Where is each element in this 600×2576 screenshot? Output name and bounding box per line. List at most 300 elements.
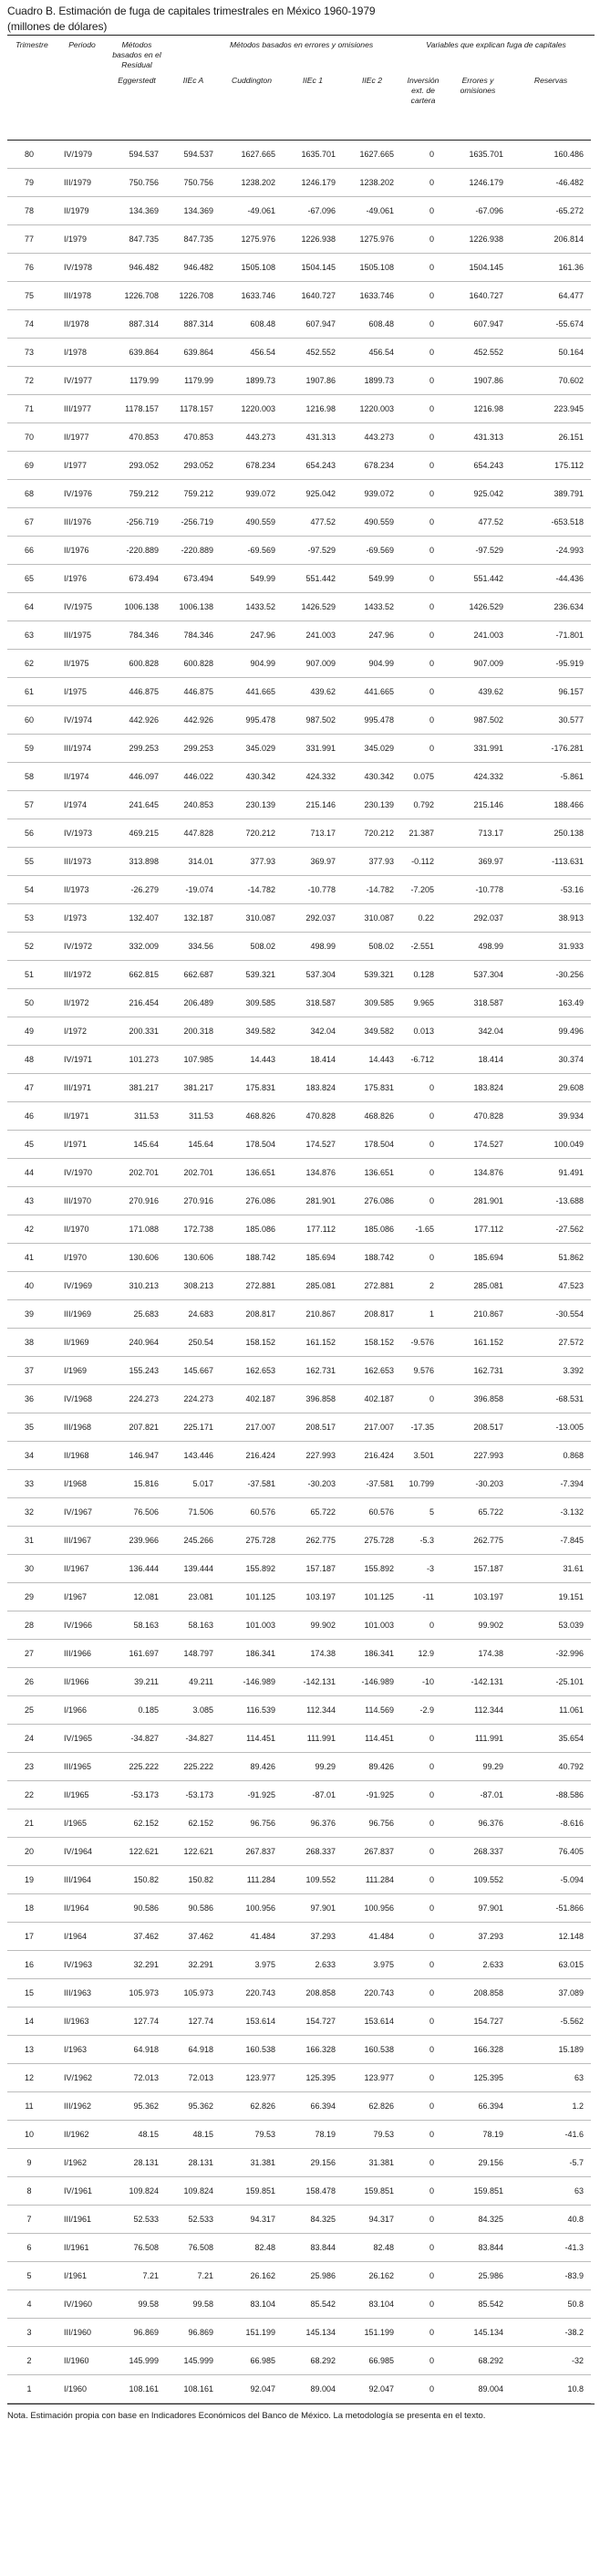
- cell-iiec-1: 1907.86: [283, 367, 343, 395]
- cell-reservas: 10.8: [511, 2375, 591, 2404]
- cell-eggerstedt: 52.533: [108, 2206, 166, 2234]
- cell-periodo: II/1963: [57, 2008, 108, 2036]
- cell-errores: 166.328: [445, 2036, 511, 2064]
- cell-eggerstedt: 132.407: [108, 904, 166, 933]
- cell-errores: 154.727: [445, 2008, 511, 2036]
- cell-cuddington: 349.582: [221, 1017, 283, 1046]
- cell-errores: 85.542: [445, 2290, 511, 2319]
- cell-periodo: I/1963: [57, 2036, 108, 2064]
- cell-trimestre: 37: [7, 1357, 57, 1385]
- cell-trimestre: 60: [7, 706, 57, 735]
- cell-errores: 83.844: [445, 2234, 511, 2262]
- cell-errores: 551.442: [445, 565, 511, 593]
- cell-iiec-a: 132.187: [166, 904, 221, 933]
- cell-errores: 103.197: [445, 1583, 511, 1611]
- cell-iiec-1: 1426.529: [283, 593, 343, 621]
- cell-reservas: -53.16: [511, 876, 591, 904]
- cell-iiec-1: 161.152: [283, 1329, 343, 1357]
- cell-iiec-2: 60.576: [343, 1498, 401, 1527]
- cell-iiec-2: 345.029: [343, 735, 401, 763]
- table-row: [7, 819, 591, 848]
- cell-eggerstedt: 750.756: [108, 169, 166, 197]
- cell-iiec-a: 314.01: [166, 848, 221, 876]
- cell-eggerstedt: 62.152: [108, 1809, 166, 1838]
- table-row: [7, 1442, 591, 1470]
- cell-inversion: -3: [401, 1555, 445, 1583]
- cell-eggerstedt: 161.697: [108, 1640, 166, 1668]
- cell-iiec-1: 185.694: [283, 1244, 343, 1272]
- cell-errores: 452.552: [445, 339, 511, 367]
- cell-reservas: 37.089: [511, 1979, 591, 2008]
- cell-iiec-1: 318.587: [283, 989, 343, 1017]
- cell-reservas: -13.005: [511, 1413, 591, 1442]
- cell-iiec-2: 549.99: [343, 565, 401, 593]
- cell-eggerstedt: 95.362: [108, 2092, 166, 2121]
- cell-iiec-1: -10.778: [283, 876, 343, 904]
- cell-inversion: 9.965: [401, 989, 445, 1017]
- cell-errores: -30.203: [445, 1470, 511, 1498]
- cell-errores: 97.901: [445, 1894, 511, 1923]
- cell-inversion: 0: [401, 310, 445, 339]
- cell-iiec-2: 153.614: [343, 2008, 401, 2036]
- cell-errores: 498.99: [445, 933, 511, 961]
- table-row: [7, 169, 591, 197]
- cell-iiec-1: 84.325: [283, 2206, 343, 2234]
- cell-iiec-a: 58.163: [166, 1611, 221, 1640]
- cell-iiec-a: 134.369: [166, 197, 221, 225]
- cell-iiec-a: 784.346: [166, 621, 221, 650]
- cell-iiec-1: 25.986: [283, 2262, 343, 2290]
- cell-iiec-2: 114.451: [343, 1725, 401, 1753]
- cell-reservas: -51.866: [511, 1894, 591, 1923]
- cell-iiec-1: 2.633: [283, 1951, 343, 1979]
- cell-inversion: 21.387: [401, 819, 445, 848]
- cell-iiec-a: 37.462: [166, 1923, 221, 1951]
- cell-iiec-2: 220.743: [343, 1979, 401, 2008]
- cell-errores: 987.502: [445, 706, 511, 735]
- header-cuddington: Cuddington: [232, 76, 272, 85]
- cell-trimestre: 22: [7, 1781, 57, 1809]
- cell-iiec-2: 402.187: [343, 1385, 401, 1413]
- cell-errores: 537.304: [445, 961, 511, 989]
- cell-cuddington: 175.831: [221, 1074, 283, 1102]
- cell-iiec-a: 23.081: [166, 1583, 221, 1611]
- table-row: [7, 367, 591, 395]
- cell-periodo: IV/1963: [57, 1951, 108, 1979]
- cell-iiec-1: 1635.701: [283, 141, 343, 169]
- cell-inversion: 0.075: [401, 763, 445, 791]
- cell-reservas: 3.392: [511, 1357, 591, 1385]
- cell-cuddington: 79.53: [221, 2121, 283, 2149]
- cell-iiec-2: 178.504: [343, 1131, 401, 1159]
- cell-inversion: 0: [401, 735, 445, 763]
- cell-periodo: II/1971: [57, 1102, 108, 1131]
- cell-iiec-1: 1246.179: [283, 169, 343, 197]
- cell-eggerstedt: 1179.99: [108, 367, 166, 395]
- cell-iiec-2: 539.321: [343, 961, 401, 989]
- cell-iiec-1: 208.858: [283, 1979, 343, 2008]
- cell-errores: 1635.701: [445, 141, 511, 169]
- cell-iiec-2: 14.443: [343, 1046, 401, 1074]
- cell-iiec-a: 750.756: [166, 169, 221, 197]
- cell-trimestre: 21: [7, 1809, 57, 1838]
- cell-errores: 185.694: [445, 1244, 511, 1272]
- cell-cuddington: 402.187: [221, 1385, 283, 1413]
- cell-periodo: I/1962: [57, 2149, 108, 2177]
- cell-periodo: II/1965: [57, 1781, 108, 1809]
- table-row: [7, 423, 591, 452]
- cell-reservas: 0.868: [511, 1442, 591, 1470]
- cell-cuddington: 275.728: [221, 1527, 283, 1555]
- cell-iiec-1: 210.867: [283, 1300, 343, 1329]
- cell-errores: 111.991: [445, 1725, 511, 1753]
- cell-trimestre: 26: [7, 1668, 57, 1696]
- cell-eggerstedt: 239.966: [108, 1527, 166, 1555]
- cell-trimestre: 40: [7, 1272, 57, 1300]
- cell-iiec-2: 1627.665: [343, 141, 401, 169]
- cell-iiec-a: 662.687: [166, 961, 221, 989]
- cell-reservas: 35.654: [511, 1725, 591, 1753]
- cell-cuddington: 720.212: [221, 819, 283, 848]
- cell-iiec-a: 1178.157: [166, 395, 221, 423]
- cell-eggerstedt: 946.482: [108, 254, 166, 282]
- cell-reservas: -653.518: [511, 508, 591, 537]
- cell-errores: -97.529: [445, 537, 511, 565]
- cell-iiec-2: 490.559: [343, 508, 401, 537]
- cell-eggerstedt: 200.331: [108, 1017, 166, 1046]
- cell-reservas: 31.933: [511, 933, 591, 961]
- cell-inversion: 0: [401, 452, 445, 480]
- cell-iiec-2: 62.826: [343, 2092, 401, 2121]
- cell-eggerstedt: -53.173: [108, 1781, 166, 1809]
- table-row: [7, 395, 591, 423]
- cell-iiec-2: 186.341: [343, 1640, 401, 1668]
- cell-inversion: -10: [401, 1668, 445, 1696]
- cell-errores: 174.527: [445, 1131, 511, 1159]
- cell-iiec-1: 285.081: [283, 1272, 343, 1300]
- cell-iiec-a: 245.266: [166, 1527, 221, 1555]
- cell-cuddington: 377.93: [221, 848, 283, 876]
- cell-inversion: 0: [401, 1979, 445, 2008]
- cell-cuddington: 549.99: [221, 565, 283, 593]
- table-row: [7, 2234, 591, 2262]
- cell-iiec-a: 143.446: [166, 1442, 221, 1470]
- cell-trimestre: 29: [7, 1583, 57, 1611]
- cell-iiec-1: 262.775: [283, 1527, 343, 1555]
- cell-iiec-2: 89.426: [343, 1753, 401, 1781]
- cell-errores: 78.19: [445, 2121, 511, 2149]
- cell-eggerstedt: 270.916: [108, 1187, 166, 1215]
- cell-iiec-1: 925.042: [283, 480, 343, 508]
- cell-inversion: 0: [401, 2092, 445, 2121]
- cell-reservas: 250.138: [511, 819, 591, 848]
- cell-reservas: 96.157: [511, 678, 591, 706]
- cell-inversion: 0: [401, 621, 445, 650]
- cell-cuddington: 155.892: [221, 1555, 283, 1583]
- cell-iiec-2: 443.273: [343, 423, 401, 452]
- cell-reservas: 236.634: [511, 593, 591, 621]
- cell-trimestre: 56: [7, 819, 57, 848]
- cell-eggerstedt: 1226.708: [108, 282, 166, 310]
- cell-reservas: -71.801: [511, 621, 591, 650]
- cell-iiec-a: 299.253: [166, 735, 221, 763]
- cell-periodo: III/1974: [57, 735, 108, 763]
- cell-periodo: II/1976: [57, 537, 108, 565]
- table-row: [7, 1753, 591, 1781]
- cell-trimestre: 77: [7, 225, 57, 254]
- cell-iiec-a: 96.869: [166, 2319, 221, 2347]
- cell-errores: 99.29: [445, 1753, 511, 1781]
- cell-inversion: 0: [401, 1102, 445, 1131]
- cell-reservas: 53.039: [511, 1611, 591, 1640]
- cell-eggerstedt: 442.926: [108, 706, 166, 735]
- cell-inversion: 0: [401, 1753, 445, 1781]
- cell-inversion: 0: [401, 1385, 445, 1413]
- cell-inversion: -1.65: [401, 1215, 445, 1244]
- cell-iiec-1: 268.337: [283, 1838, 343, 1866]
- cell-periodo: II/1966: [57, 1668, 108, 1696]
- cell-iiec-1: 498.99: [283, 933, 343, 961]
- cell-periodo: I/1972: [57, 1017, 108, 1046]
- table-row: [7, 1583, 591, 1611]
- cell-trimestre: 13: [7, 2036, 57, 2064]
- cell-trimestre: 45: [7, 1131, 57, 1159]
- cell-periodo: I/1964: [57, 1923, 108, 1951]
- cell-trimestre: 42: [7, 1215, 57, 1244]
- cell-reservas: -8.616: [511, 1809, 591, 1838]
- cell-errores: 439.62: [445, 678, 511, 706]
- cell-reservas: -3.132: [511, 1498, 591, 1527]
- cell-trimestre: 48: [7, 1046, 57, 1074]
- cell-trimestre: 52: [7, 933, 57, 961]
- cell-periodo: III/1964: [57, 1866, 108, 1894]
- cell-eggerstedt: 130.606: [108, 1244, 166, 1272]
- cell-cuddington: 1627.665: [221, 141, 283, 169]
- cell-iiec-a: 127.74: [166, 2008, 221, 2036]
- cell-eggerstedt: 673.494: [108, 565, 166, 593]
- cell-periodo: IV/1965: [57, 1725, 108, 1753]
- cell-inversion: 0: [401, 1159, 445, 1187]
- cell-reservas: 64.477: [511, 282, 591, 310]
- cell-eggerstedt: 446.875: [108, 678, 166, 706]
- cell-cuddington: 185.086: [221, 1215, 283, 1244]
- cell-eggerstedt: -220.889: [108, 537, 166, 565]
- cell-trimestre: 34: [7, 1442, 57, 1470]
- cell-iiec-2: -69.569: [343, 537, 401, 565]
- cell-eggerstedt: 299.253: [108, 735, 166, 763]
- cell-periodo: II/1970: [57, 1215, 108, 1244]
- table-caption: [7, 4, 595, 35]
- cell-cuddington: 136.651: [221, 1159, 283, 1187]
- cell-iiec-2: 31.381: [343, 2149, 401, 2177]
- cell-periodo: III/1979: [57, 169, 108, 197]
- cell-eggerstedt: 662.815: [108, 961, 166, 989]
- table-row: [7, 1272, 591, 1300]
- cell-trimestre: 36: [7, 1385, 57, 1413]
- cell-inversion: -7.205: [401, 876, 445, 904]
- cell-reservas: 63: [511, 2064, 591, 2092]
- cell-trimestre: 57: [7, 791, 57, 819]
- cell-periodo: IV/1968: [57, 1385, 108, 1413]
- cell-iiec-1: 78.19: [283, 2121, 343, 2149]
- cell-trimestre: 14: [7, 2008, 57, 2036]
- cell-iiec-2: 1633.746: [343, 282, 401, 310]
- cell-trimestre: 24: [7, 1725, 57, 1753]
- cell-eggerstedt: 150.82: [108, 1866, 166, 1894]
- cell-iiec-1: 439.62: [283, 678, 343, 706]
- cell-errores: 66.394: [445, 2092, 511, 2121]
- cell-errores: 145.134: [445, 2319, 511, 2347]
- cell-iiec-1: 85.542: [283, 2290, 343, 2319]
- cell-trimestre: 15: [7, 1979, 57, 2008]
- cell-inversion: -6.712: [401, 1046, 445, 1074]
- cell-eggerstedt: -256.719: [108, 508, 166, 537]
- cell-iiec-1: 331.991: [283, 735, 343, 763]
- table-note: Nota. Estimación propia con base en Indicadores Económicos del Banco de México. La metodología se presenta en el texto.: [7, 2411, 486, 2421]
- cell-periodo: IV/1978: [57, 254, 108, 282]
- cell-cuddington: 14.443: [221, 1046, 283, 1074]
- cell-iiec-2: 94.317: [343, 2206, 401, 2234]
- cell-iiec-a: 49.211: [166, 1668, 221, 1696]
- cell-trimestre: 9: [7, 2149, 57, 2177]
- cell-errores: 342.04: [445, 1017, 511, 1046]
- cell-iiec-1: 227.993: [283, 1442, 343, 1470]
- cell-errores: 285.081: [445, 1272, 511, 1300]
- table-row: [7, 650, 591, 678]
- cell-inversion: -9.576: [401, 1329, 445, 1357]
- cell-iiec-1: 174.38: [283, 1640, 343, 1668]
- cell-eggerstedt: 311.53: [108, 1102, 166, 1131]
- cell-reservas: 31.61: [511, 1555, 591, 1583]
- cell-iiec-1: 65.722: [283, 1498, 343, 1527]
- cell-cuddington: 1433.52: [221, 593, 283, 621]
- cell-inversion: 0: [401, 706, 445, 735]
- cell-periodo: II/1973: [57, 876, 108, 904]
- table-body: [7, 141, 591, 2404]
- cell-periodo: III/1969: [57, 1300, 108, 1329]
- cell-reservas: 160.486: [511, 141, 591, 169]
- table-row: [7, 1781, 591, 1809]
- cell-iiec-a: 270.916: [166, 1187, 221, 1215]
- cell-iiec-a: 225.171: [166, 1413, 221, 1442]
- cell-trimestre: 71: [7, 395, 57, 423]
- cell-cuddington: 995.478: [221, 706, 283, 735]
- cell-errores: 208.517: [445, 1413, 511, 1442]
- table-row: [7, 1017, 591, 1046]
- cell-trimestre: 7: [7, 2206, 57, 2234]
- table-row: [7, 2008, 591, 2036]
- cell-eggerstedt: 101.273: [108, 1046, 166, 1074]
- cell-iiec-1: 424.332: [283, 763, 343, 791]
- cell-reservas: 40.792: [511, 1753, 591, 1781]
- cell-iiec-2: 208.817: [343, 1300, 401, 1329]
- cell-trimestre: 1: [7, 2375, 57, 2404]
- cell-iiec-1: 1640.727: [283, 282, 343, 310]
- cell-trimestre: 69: [7, 452, 57, 480]
- cell-iiec-1: 174.527: [283, 1131, 343, 1159]
- cell-errores: 159.851: [445, 2177, 511, 2206]
- cell-errores: 84.325: [445, 2206, 511, 2234]
- cell-periodo: I/1967: [57, 1583, 108, 1611]
- cell-iiec-2: 456.54: [343, 339, 401, 367]
- cell-iiec-a: 64.918: [166, 2036, 221, 2064]
- cell-periodo: I/1971: [57, 1131, 108, 1159]
- cell-reservas: 12.148: [511, 1923, 591, 1951]
- cell-eggerstedt: 145.64: [108, 1131, 166, 1159]
- cell-cuddington: 153.614: [221, 2008, 283, 2036]
- cell-trimestre: 55: [7, 848, 57, 876]
- cell-inversion: 0: [401, 2262, 445, 2290]
- cell-cuddington: 539.321: [221, 961, 283, 989]
- cell-cuddington: 247.96: [221, 621, 283, 650]
- table-row: [7, 1215, 591, 1244]
- cell-iiec-a: 311.53: [166, 1102, 221, 1131]
- cell-iiec-a: 759.212: [166, 480, 221, 508]
- cell-iiec-2: 309.585: [343, 989, 401, 1017]
- cell-trimestre: 66: [7, 537, 57, 565]
- cell-inversion: 0: [401, 395, 445, 423]
- table-row: [7, 1809, 591, 1838]
- cell-iiec-1: 607.947: [283, 310, 343, 339]
- table-row: [7, 876, 591, 904]
- cell-periodo: IV/1974: [57, 706, 108, 735]
- cell-inversion: 0: [401, 225, 445, 254]
- cell-errores: 318.587: [445, 989, 511, 1017]
- cell-iiec-2: 158.152: [343, 1329, 401, 1357]
- cell-cuddington: 62.826: [221, 2092, 283, 2121]
- cell-iiec-a: 95.362: [166, 2092, 221, 2121]
- cell-errores: 1246.179: [445, 169, 511, 197]
- cell-errores: 907.009: [445, 650, 511, 678]
- cell-periodo: IV/1966: [57, 1611, 108, 1640]
- cell-reservas: -30.554: [511, 1300, 591, 1329]
- cell-iiec-1: 154.727: [283, 2008, 343, 2036]
- cell-inversion: 0: [401, 2347, 445, 2375]
- cell-iiec-a: 32.291: [166, 1951, 221, 1979]
- cell-trimestre: 73: [7, 339, 57, 367]
- cell-eggerstedt: 240.964: [108, 1329, 166, 1357]
- cell-iiec-1: 215.146: [283, 791, 343, 819]
- cell-iiec-2: 136.651: [343, 1159, 401, 1187]
- cell-inversion: 2: [401, 1272, 445, 1300]
- table-row: [7, 904, 591, 933]
- cell-reservas: 47.523: [511, 1272, 591, 1300]
- cell-trimestre: 64: [7, 593, 57, 621]
- table-row: [7, 1498, 591, 1527]
- table-row: [7, 1187, 591, 1215]
- cell-errores: 431.313: [445, 423, 511, 452]
- cell-trimestre: 11: [7, 2092, 57, 2121]
- cell-errores: 161.152: [445, 1329, 511, 1357]
- cell-cuddington: -69.569: [221, 537, 283, 565]
- cell-inversion: 0: [401, 282, 445, 310]
- table-row: [7, 1102, 591, 1131]
- header-row-groups: [7, 36, 591, 72]
- cell-reservas: -176.281: [511, 735, 591, 763]
- cell-iiec-2: 1275.976: [343, 225, 401, 254]
- cell-iiec-1: 281.901: [283, 1187, 343, 1215]
- cell-periodo: III/1965: [57, 1753, 108, 1781]
- cell-cuddington: 220.743: [221, 1979, 283, 2008]
- table-row: [7, 197, 591, 225]
- cell-iiec-a: 847.735: [166, 225, 221, 254]
- cell-periodo: III/1966: [57, 1640, 108, 1668]
- cell-cuddington: 272.881: [221, 1272, 283, 1300]
- cell-iiec-1: 713.17: [283, 819, 343, 848]
- cell-inversion: 0: [401, 2036, 445, 2064]
- cell-eggerstedt: 155.243: [108, 1357, 166, 1385]
- cell-cuddington: 123.977: [221, 2064, 283, 2092]
